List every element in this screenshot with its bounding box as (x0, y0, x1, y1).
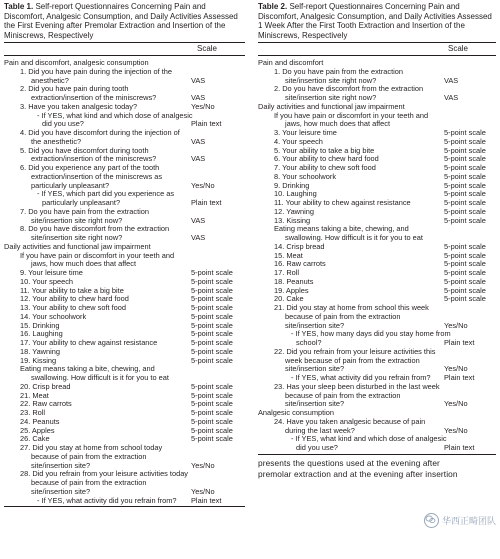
question-text: 16. Laughing (20, 329, 63, 339)
question-text: 22. Did you refrain from your leisure activities this week because of pain from the extraction site/insertion site? (274, 346, 436, 374)
question-text: 23. Roll (20, 408, 46, 417)
question-text: 5. Your ability to take a big bite (274, 145, 375, 155)
table-2-label: Table 2. (258, 2, 288, 11)
question-text: 4. Your speech (274, 136, 323, 146)
table-row (4, 85, 245, 103)
question-text: 19. Apples (274, 285, 309, 295)
wechat-icon (424, 513, 439, 528)
watermark (424, 513, 496, 528)
question-text: 2. Did you have pain during tooth extraction/insertion of the miniscrews? (20, 84, 157, 102)
question-text: 23. Has your sleep been disturbed in the last week because of pain from the extraction site/insertion site? (274, 381, 440, 409)
question-text: 8. Do you have discomfort from the extraction site/insertion site right now? (20, 224, 170, 242)
scale-cell: Plain text (444, 373, 475, 382)
table-row (4, 444, 245, 470)
question-text: 12. Your ability to chew hard food (20, 294, 129, 304)
scale-cell: 5-point scale (444, 250, 486, 260)
scale-cell: 5-point scale (444, 145, 486, 155)
table-row (4, 129, 245, 147)
scale-cell: 5-point scale (444, 180, 486, 190)
scale-cell: VAS (191, 93, 206, 102)
table-row (4, 252, 245, 270)
question-text: 9. Drinking (274, 180, 310, 190)
table-1 (4, 2, 245, 507)
question-text: 14. Crisp bread (274, 241, 325, 251)
body-text (258, 458, 496, 480)
question-text: 24. Have you taken analgesic because of pain during the last week? (274, 416, 426, 435)
question-text: 12. Yawning (274, 206, 314, 216)
table-row (258, 68, 496, 86)
table-row (258, 383, 496, 409)
question-text: 10. Your speech (20, 276, 74, 286)
question-text: 4. Did you have discomfort during the injection of the anesthetic? (20, 128, 180, 146)
scale-cell: 5-point scale (444, 276, 486, 286)
table-2-bottom-rule (258, 454, 496, 455)
question-text: 10. Laughing (274, 189, 317, 199)
question-text: 18. Yawning (20, 346, 60, 356)
section-heading: Daily activities and functional jaw impairment (258, 101, 405, 111)
table-2-body (258, 59, 496, 453)
question-text: 19. Kissing (20, 355, 57, 365)
scale-cell: 5-point scale (191, 276, 233, 286)
question-text: 20. Crisp bread (20, 381, 71, 391)
section-heading: Daily activities and functional jaw impairment (4, 241, 151, 251)
scale-cell: 5-point scale (191, 311, 233, 321)
scale-cell: 5-point scale (191, 303, 233, 312)
question-text: 21. Did you stay at home from school this week because of pain from the extraction site/insertion site? (274, 303, 429, 330)
question-text: 2. Do you have discomfort from the extraction site/insertion site right now? (274, 84, 424, 102)
table-row (4, 190, 245, 208)
question-text: 3. Have you taken analgesic today? (20, 101, 138, 111)
table-row (258, 330, 496, 348)
question-text: 3. Your leisure time (274, 128, 337, 137)
scale-cell: 5-point scale (444, 206, 486, 216)
question-text: Eating means taking a bite, chewing, and swallowing. How difficult is it for you to eat (274, 224, 423, 242)
question-text: 6. Did you experience any part of the tooth extraction/insertion of the miniscrews as particularly unpleasant? (20, 163, 163, 190)
scale-cell: 5-point scale (444, 171, 486, 181)
question-text: 21. Meat (20, 390, 49, 400)
scale-cell: Yes/No (191, 180, 215, 190)
question-text: - If YES, what activity did you refrain from? (291, 373, 431, 382)
scale-cell: 5-point scale (191, 425, 233, 435)
scale-cell: 5-point scale (444, 136, 486, 146)
table-1-caption-text: Self-report Questionnaires Concerning Pain and Discomfort, Analgesic Consumption, and Daily Activities Assessed the First Evening after Premolar Extraction and Insertion of the Miniscrews, Respectively (4, 2, 238, 40)
question-text: If you have pain or discomfort in your teeth and jaws, how much does that affect (274, 110, 429, 129)
scale-cell: 5-point scale (191, 416, 233, 426)
scale-cell: 5-point scale (444, 189, 486, 199)
table-2-caption (258, 2, 496, 40)
table-row (4, 164, 245, 190)
watermark-text: 华西正畸团队 (441, 516, 496, 526)
question-text: 1. Did you have pain during the injection of the anesthetic? (20, 66, 173, 85)
scale-cell: 5-point scale (444, 285, 486, 295)
question-text: 20. Cake (274, 294, 304, 304)
body-text-line: presents the questions used at the evening after (258, 457, 440, 468)
table-row (4, 208, 245, 226)
scale-cell: Plain text (444, 443, 475, 452)
question-text: 25. Apples (20, 425, 55, 435)
question-text: Eating means taking a bite, chewing, and swallowing. How difficult is it for you to eat (20, 364, 169, 382)
question-text: 27. Did you stay at home from school today because of pain from the extraction site/insertion site? (20, 443, 163, 470)
table-row (4, 68, 245, 86)
scale-cell: 5-point scale (191, 346, 233, 356)
scale-cell: 5-point scale (191, 408, 233, 417)
question-text: - If YES, what activity did you refrain from? (37, 495, 177, 505)
question-text: 14. Your schoolwork (20, 311, 87, 321)
table-1-bottom-rule (4, 506, 245, 507)
question-text: 22. Raw carrots (20, 399, 72, 409)
question-text: 18. Peanuts (274, 276, 314, 286)
scale-cell: 5-point scale (444, 294, 486, 304)
scale-cell: Yes/No (444, 399, 468, 409)
scale-cell: 5-point scale (191, 381, 233, 391)
scale-cell: 5-point scale (191, 399, 233, 409)
section-heading: Pain and discomfort (258, 58, 324, 67)
table-row (4, 470, 245, 496)
scale-cell: Yes/No (191, 101, 215, 111)
scale-cell: 5-point scale (444, 215, 486, 225)
table-row (4, 497, 245, 506)
scale-cell: Plain text (191, 198, 222, 207)
question-text: 11. Your ability to chew against resistance (274, 198, 411, 207)
scale-cell: Yes/No (444, 320, 468, 330)
table-2-caption-text: Self-report Questionnaires Concerning Pain and Discomfort, Analgesic Consumption, and Daily Activities Assessed 1 Week After the First Tooth Extraction and Insertion of the Miniscrews, Respectively (258, 2, 492, 40)
table-1-header (4, 42, 245, 56)
question-text: 16. Raw carrots (274, 259, 326, 269)
body-text-line: premolar extraction and at the evening after insertion (258, 468, 458, 479)
question-text: - If YES, which part did you experience as particularly unpleasant? (37, 189, 175, 207)
scale-cell: Plain text (444, 338, 475, 347)
scale-cell: 5-point scale (444, 241, 486, 251)
scale-cell: 5-point scale (191, 434, 233, 444)
scale-cell: VAS (444, 93, 459, 102)
scale-cell: VAS (191, 233, 206, 242)
question-text: - If YES, how many days did you stay home from school? (291, 329, 451, 347)
table-row (258, 85, 496, 103)
question-text: 17. Roll (274, 268, 300, 277)
scale-cell: Yes/No (191, 486, 215, 496)
scale-cell: 5-point scale (444, 163, 486, 172)
table-row (258, 418, 496, 436)
question-text: 28. Did you refrain from your leisure activities today because of pain from the extraction site/insertion site? (20, 469, 189, 496)
scale-cell: 5-point scale (191, 329, 233, 339)
scale-cell: VAS (191, 154, 206, 164)
question-text: 15. Drinking (20, 320, 60, 330)
scale-cell: VAS (444, 75, 459, 85)
table-row (258, 348, 496, 374)
scale-cell: 5-point scale (191, 285, 233, 295)
scale-cell: Plain text (191, 119, 222, 129)
question-text: 24. Peanuts (20, 416, 60, 426)
question-text: 26. Cake (20, 434, 50, 444)
table-row (258, 225, 496, 243)
scale-cell: 5-point scale (444, 154, 486, 164)
question-text: 6. Your ability to chew hard food (274, 154, 379, 164)
scale-cell: Yes/No (444, 364, 468, 374)
scale-cell: VAS (191, 75, 206, 85)
table-2-scale-header: Scale (447, 44, 468, 53)
question-text: 17. Your ability to chew against resistance (20, 338, 158, 347)
table-row (258, 112, 496, 130)
question-text: 8. Your schoolwork (274, 171, 337, 181)
scale-cell: 5-point scale (444, 259, 486, 269)
table-2 (258, 2, 496, 480)
table-1-caption (4, 2, 245, 40)
table-row (4, 225, 245, 243)
scale-cell: 5-point scale (444, 268, 486, 277)
question-text: 13. Kissing (274, 215, 311, 225)
scale-cell: VAS (191, 136, 206, 146)
scale-cell: VAS (191, 215, 206, 225)
table-row (258, 435, 496, 453)
table-1-scale-header: Scale (196, 44, 217, 53)
question-text: 1. Do you have pain from the extraction site/insertion site right now? (274, 66, 403, 85)
question-text: 5. Did you have discomfort during tooth extraction/insertion of the miniscrews? (20, 145, 157, 164)
scale-cell: 5-point scale (191, 390, 233, 400)
table-row (258, 304, 496, 330)
question-text: 13. Your ability to chew soft food (20, 303, 127, 312)
scale-cell: Yes/No (444, 425, 468, 435)
scale-cell: 5-point scale (444, 198, 486, 207)
scale-cell: 5-point scale (191, 355, 233, 365)
question-text: 7. Your ability to chew soft food (274, 163, 376, 172)
scale-cell: Yes/No (191, 460, 215, 470)
question-text: 9. Your leisure time (20, 268, 83, 277)
scale-cell: 5-point scale (191, 268, 233, 277)
section-heading: Pain and discomfort, analgesic consumption (4, 58, 149, 67)
table-1-body (4, 59, 245, 505)
scale-cell: 5-point scale (444, 128, 486, 137)
question-text: 11. Your ability to take a big bite (20, 285, 124, 295)
question-text: 15. Meat (274, 250, 303, 260)
scale-cell: Plain text (191, 495, 222, 505)
section-heading: Analgesic consumption (258, 408, 335, 417)
scale-cell: 5-point scale (191, 320, 233, 330)
table-row (4, 147, 245, 165)
question-text: 7. Do you have pain from the extraction site/insertion site right now? (20, 206, 149, 225)
question-text: If you have pain or discomfort in your teeth and jaws, how much does that affect (20, 250, 175, 269)
scale-cell: 5-point scale (191, 338, 233, 347)
table-row (4, 112, 245, 130)
table-row (4, 365, 245, 383)
question-text: - If YES, what kind and which dose of analgesic did you use? (37, 110, 193, 129)
table-1-label: Table 1. (4, 2, 34, 11)
table-2-header (258, 42, 496, 56)
question-text: - If YES, what kind and which dose of analgesic did you use? (291, 434, 447, 452)
scale-cell: 5-point scale (191, 294, 233, 304)
